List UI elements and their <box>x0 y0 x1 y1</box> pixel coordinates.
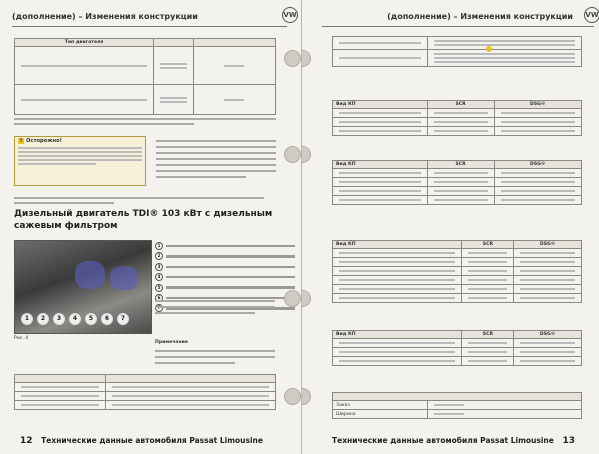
text-line <box>156 164 276 166</box>
table-cell <box>333 178 428 187</box>
engine-table-cell <box>193 47 275 85</box>
callout-number: 2 <box>37 313 49 325</box>
table-cell <box>427 178 494 187</box>
text-line <box>156 152 276 154</box>
legend-item: 6 <box>155 294 295 302</box>
table-cell <box>494 178 581 187</box>
table-header <box>333 393 582 401</box>
table-cell <box>494 196 581 205</box>
table-cell <box>462 249 514 258</box>
table-cell <box>462 348 514 357</box>
table-cell <box>462 294 514 303</box>
callout-number: 4 <box>69 313 81 325</box>
figure-caption: Рис. 4 <box>14 336 29 341</box>
param-header <box>15 375 106 383</box>
overview-cell <box>333 50 428 67</box>
table-cell <box>514 285 582 294</box>
vw-logo-icon: VW <box>584 7 599 23</box>
table-cell <box>333 169 428 178</box>
binder-hole <box>284 146 301 163</box>
table-cell <box>514 267 582 276</box>
table-header: Вид КП <box>333 331 462 339</box>
legend-note-line <box>155 300 275 302</box>
right-page <box>302 0 599 454</box>
table-cell <box>462 357 514 366</box>
table-header: SCR <box>462 331 514 339</box>
legend-note-line <box>155 312 255 314</box>
table-cell <box>333 357 462 366</box>
footnote-line <box>14 118 276 120</box>
table-cell <box>462 267 514 276</box>
figure-callouts <box>21 313 129 325</box>
text-line <box>156 158 276 160</box>
callout-number: 1 <box>21 313 33 325</box>
engine-table-cell <box>15 85 154 115</box>
table-cell <box>333 285 462 294</box>
table-header: Вид КП <box>333 161 428 169</box>
table-header: DSG® <box>494 101 581 109</box>
param-cell <box>15 401 106 410</box>
text-line <box>156 176 246 178</box>
table-cell <box>427 109 494 118</box>
engine-table-header <box>193 39 275 47</box>
param-cell <box>15 392 106 401</box>
spec-table-e <box>332 392 582 419</box>
legend-item: 1 <box>155 242 295 250</box>
table-cell <box>427 169 494 178</box>
engine-table-header: Тип двигателя <box>15 39 154 47</box>
table-cell <box>333 339 462 348</box>
marker-icon <box>486 46 492 52</box>
table-cell <box>462 258 514 267</box>
engine-table-header <box>153 39 193 47</box>
callout-number: 3 <box>53 313 65 325</box>
table-header: Вид КП <box>333 101 428 109</box>
text-line <box>156 140 276 142</box>
text-line <box>156 170 276 172</box>
table-cell <box>494 187 581 196</box>
right-footer <box>332 436 581 446</box>
table-cell <box>514 276 582 285</box>
param-cell <box>106 392 276 401</box>
binder-hole <box>302 146 311 163</box>
warning-title: ! Осторожно! <box>15 137 145 145</box>
table-cell <box>333 267 462 276</box>
table-header: Вид КП <box>333 241 462 249</box>
table-cell <box>514 249 582 258</box>
page-number: 12 <box>20 436 33 446</box>
table-cell <box>333 127 428 136</box>
param-cell <box>106 401 276 410</box>
legend-note-line <box>155 306 275 308</box>
page-number: 13 <box>562 436 575 446</box>
footer-title: Технические данные автомобиля Passat Limousine <box>332 436 554 445</box>
engine-table-cell <box>15 47 154 85</box>
table-cell <box>333 109 428 118</box>
legend-item: 4 <box>155 273 295 281</box>
spec-table-a <box>332 100 582 136</box>
engine-table-cell <box>193 85 275 115</box>
engine-photo <box>14 240 152 334</box>
table-cell <box>427 127 494 136</box>
table-cell <box>514 348 582 357</box>
callout-number: 7 <box>117 313 129 325</box>
table-cell <box>514 258 582 267</box>
table-header: DSG® <box>494 161 581 169</box>
intro-line <box>14 202 114 204</box>
table-cell <box>494 109 581 118</box>
table-cell <box>514 294 582 303</box>
binder-hole <box>302 290 311 307</box>
spec-table-c <box>332 240 582 303</box>
engine-table-cell <box>153 47 193 85</box>
param-cell <box>15 383 106 392</box>
header-rule <box>322 26 594 27</box>
callout-number: 6 <box>101 313 113 325</box>
table-header: SCR <box>427 101 494 109</box>
table-header: DSG® <box>514 241 582 249</box>
table-cell <box>494 169 581 178</box>
binder-hole <box>284 50 301 67</box>
note-line <box>155 362 235 364</box>
table-header: SCR <box>462 241 514 249</box>
right-header: (дополнение) – Изменения конструкции <box>387 12 573 21</box>
engine-table-cell <box>153 85 193 115</box>
table-cell <box>333 249 462 258</box>
table-cell <box>333 294 462 303</box>
overview-cell <box>427 50 581 67</box>
note-title: Примечание <box>155 340 188 345</box>
table-cell <box>333 348 462 357</box>
table-cell <box>494 127 581 136</box>
spec-table-d <box>332 330 582 366</box>
table-cell <box>427 187 494 196</box>
text-line <box>156 146 276 148</box>
table-cell <box>427 118 494 127</box>
overview-table <box>332 36 582 67</box>
note-line <box>155 356 275 358</box>
table-cell <box>427 401 581 410</box>
figure-legend <box>155 242 295 315</box>
table-cell <box>333 118 428 127</box>
table-header: SCR <box>427 161 494 169</box>
binder-hole <box>284 388 301 405</box>
param-header <box>106 375 276 383</box>
section-title: Дизельный двигатель TDI® 103 кВт с дизельным сажевым фильтром <box>14 209 273 231</box>
binder-hole <box>284 290 301 307</box>
table-cell <box>494 118 581 127</box>
table-cell <box>333 258 462 267</box>
callout-number: 5 <box>85 313 97 325</box>
table-cell <box>462 339 514 348</box>
warning-box <box>14 136 146 186</box>
footer-title: Технические данные автомобиля Passat Limousine <box>41 436 263 445</box>
table-cell <box>514 339 582 348</box>
table-cell: Заказ <box>333 401 428 410</box>
table-cell <box>514 357 582 366</box>
param-cell <box>106 383 276 392</box>
table-cell <box>462 285 514 294</box>
overview-cell <box>427 37 581 50</box>
binder-hole <box>302 50 311 67</box>
table-header: DSG® <box>514 331 582 339</box>
table-cell <box>427 410 581 419</box>
param-table <box>14 374 276 410</box>
left-footer <box>14 436 263 446</box>
header-rule <box>12 26 287 27</box>
note-line <box>155 350 275 352</box>
legend-item: 2 <box>155 252 295 260</box>
table-cell <box>427 196 494 205</box>
table-cell <box>333 187 428 196</box>
overview-cell <box>333 37 428 50</box>
table-cell <box>333 196 428 205</box>
legend-item: 5 <box>155 284 295 292</box>
table-cell: Ширина <box>333 410 428 419</box>
binder-hole <box>302 388 311 405</box>
spec-table-b <box>332 160 582 205</box>
intro-line <box>14 197 264 199</box>
engine-table <box>14 38 276 115</box>
legend-item: 3 <box>155 263 295 271</box>
vw-logo-icon: VW <box>282 7 298 23</box>
footnote-line <box>14 123 194 125</box>
table-cell <box>333 276 462 285</box>
left-header: (дополнение) – Изменения конструкции <box>12 12 198 21</box>
table-cell <box>462 276 514 285</box>
